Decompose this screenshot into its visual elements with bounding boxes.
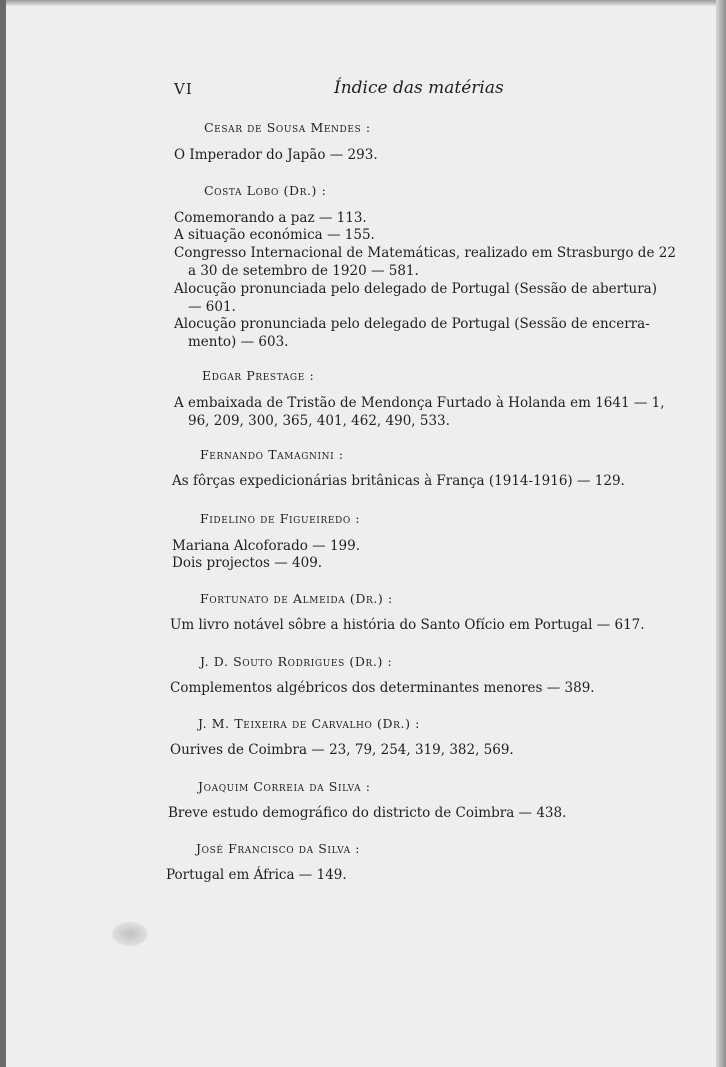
index-entry bbox=[170, 617, 645, 635]
index-entry bbox=[170, 742, 514, 760]
page-left-edge bbox=[0, 0, 6, 1067]
index-entry bbox=[172, 538, 360, 556]
entry-line: Complementos algébricos dos determinantes menores — 389. bbox=[170, 680, 595, 696]
index-entry bbox=[174, 227, 375, 245]
index-entry bbox=[174, 281, 657, 316]
entry-continuation: mento) — 603. bbox=[188, 333, 289, 350]
index-entry bbox=[174, 147, 378, 165]
entry-line: Breve estudo demográfico do districto de Coimbra — 438. bbox=[168, 805, 567, 821]
author-heading: Fernando Tamagnini : bbox=[200, 447, 344, 462]
running-header bbox=[0, 78, 726, 102]
page-top-edge bbox=[0, 0, 726, 6]
author-heading: Cesar de Sousa Mendes : bbox=[204, 120, 371, 135]
author-heading: José Francisco da Silva : bbox=[196, 841, 361, 856]
author-heading: Joaquim Correia da Silva : bbox=[198, 779, 371, 794]
index-entry bbox=[174, 395, 665, 430]
entry-line: Ourives de Coimbra — 23, 79, 254, 319, 382, 569. bbox=[170, 742, 514, 758]
entry-line: Congresso Internacional de Matemáticas, realizado em Strasburgo de 22 bbox=[174, 245, 676, 261]
entry-line: Um livro notável sôbre a história do Santo Ofício em Portugal — 617. bbox=[170, 617, 645, 633]
entry-line: O Imperador do Japão — 293. bbox=[174, 147, 378, 163]
entry-continuation: a 30 de setembro de 1920 — 581. bbox=[188, 262, 419, 279]
author-heading: Fortunato de Almeida (Dr.) : bbox=[200, 591, 393, 606]
author-heading: Fidelino de Figueiredo : bbox=[200, 511, 361, 526]
index-entry bbox=[168, 805, 566, 823]
index-entry bbox=[172, 473, 625, 491]
author-heading: J. M. Teixeira de Carvalho (Dr.) : bbox=[198, 716, 420, 731]
entry-line: Portugal em África — 149. bbox=[166, 867, 347, 883]
index-entry bbox=[170, 680, 595, 698]
page-number: VI bbox=[174, 80, 193, 98]
author-heading: Edgar Prestage : bbox=[202, 368, 315, 383]
entry-line: Mariana Alcoforado — 199. bbox=[172, 538, 361, 554]
page-right-edge bbox=[716, 0, 726, 1067]
paper-stain bbox=[112, 922, 148, 946]
entry-continuation: 96, 209, 300, 365, 401, 462, 490, 533. bbox=[188, 412, 450, 429]
entry-line: Dois projectos — 409. bbox=[172, 555, 323, 571]
index-entry bbox=[172, 555, 322, 573]
index-entry bbox=[174, 245, 676, 280]
entry-line: Alocução pronunciada pelo delegado de Portugal (Sessão de abertura) bbox=[174, 281, 657, 297]
author-heading: J. D. Souto Rodrigues (Dr.) : bbox=[200, 654, 393, 669]
index-entry bbox=[166, 867, 347, 885]
running-title: Índice das matérias bbox=[334, 78, 504, 98]
index-entry bbox=[174, 316, 650, 351]
entry-continuation: — 601. bbox=[188, 298, 236, 315]
entry-line: Comemorando a paz — 113. bbox=[174, 210, 367, 226]
author-heading: Costa Lobo (Dr.) : bbox=[204, 183, 327, 198]
entry-line: A situação económica — 155. bbox=[174, 227, 375, 243]
entry-line: As fôrças expedicionárias britânicas à França (1914-1916) — 129. bbox=[172, 473, 625, 489]
entry-line: Alocução pronunciada pelo delegado de Portugal (Sessão de encerra- bbox=[174, 316, 650, 332]
index-entry bbox=[174, 210, 367, 228]
entry-line: A embaixada de Tristão de Mendonça Furtado à Holanda em 1641 — 1, bbox=[174, 395, 665, 411]
